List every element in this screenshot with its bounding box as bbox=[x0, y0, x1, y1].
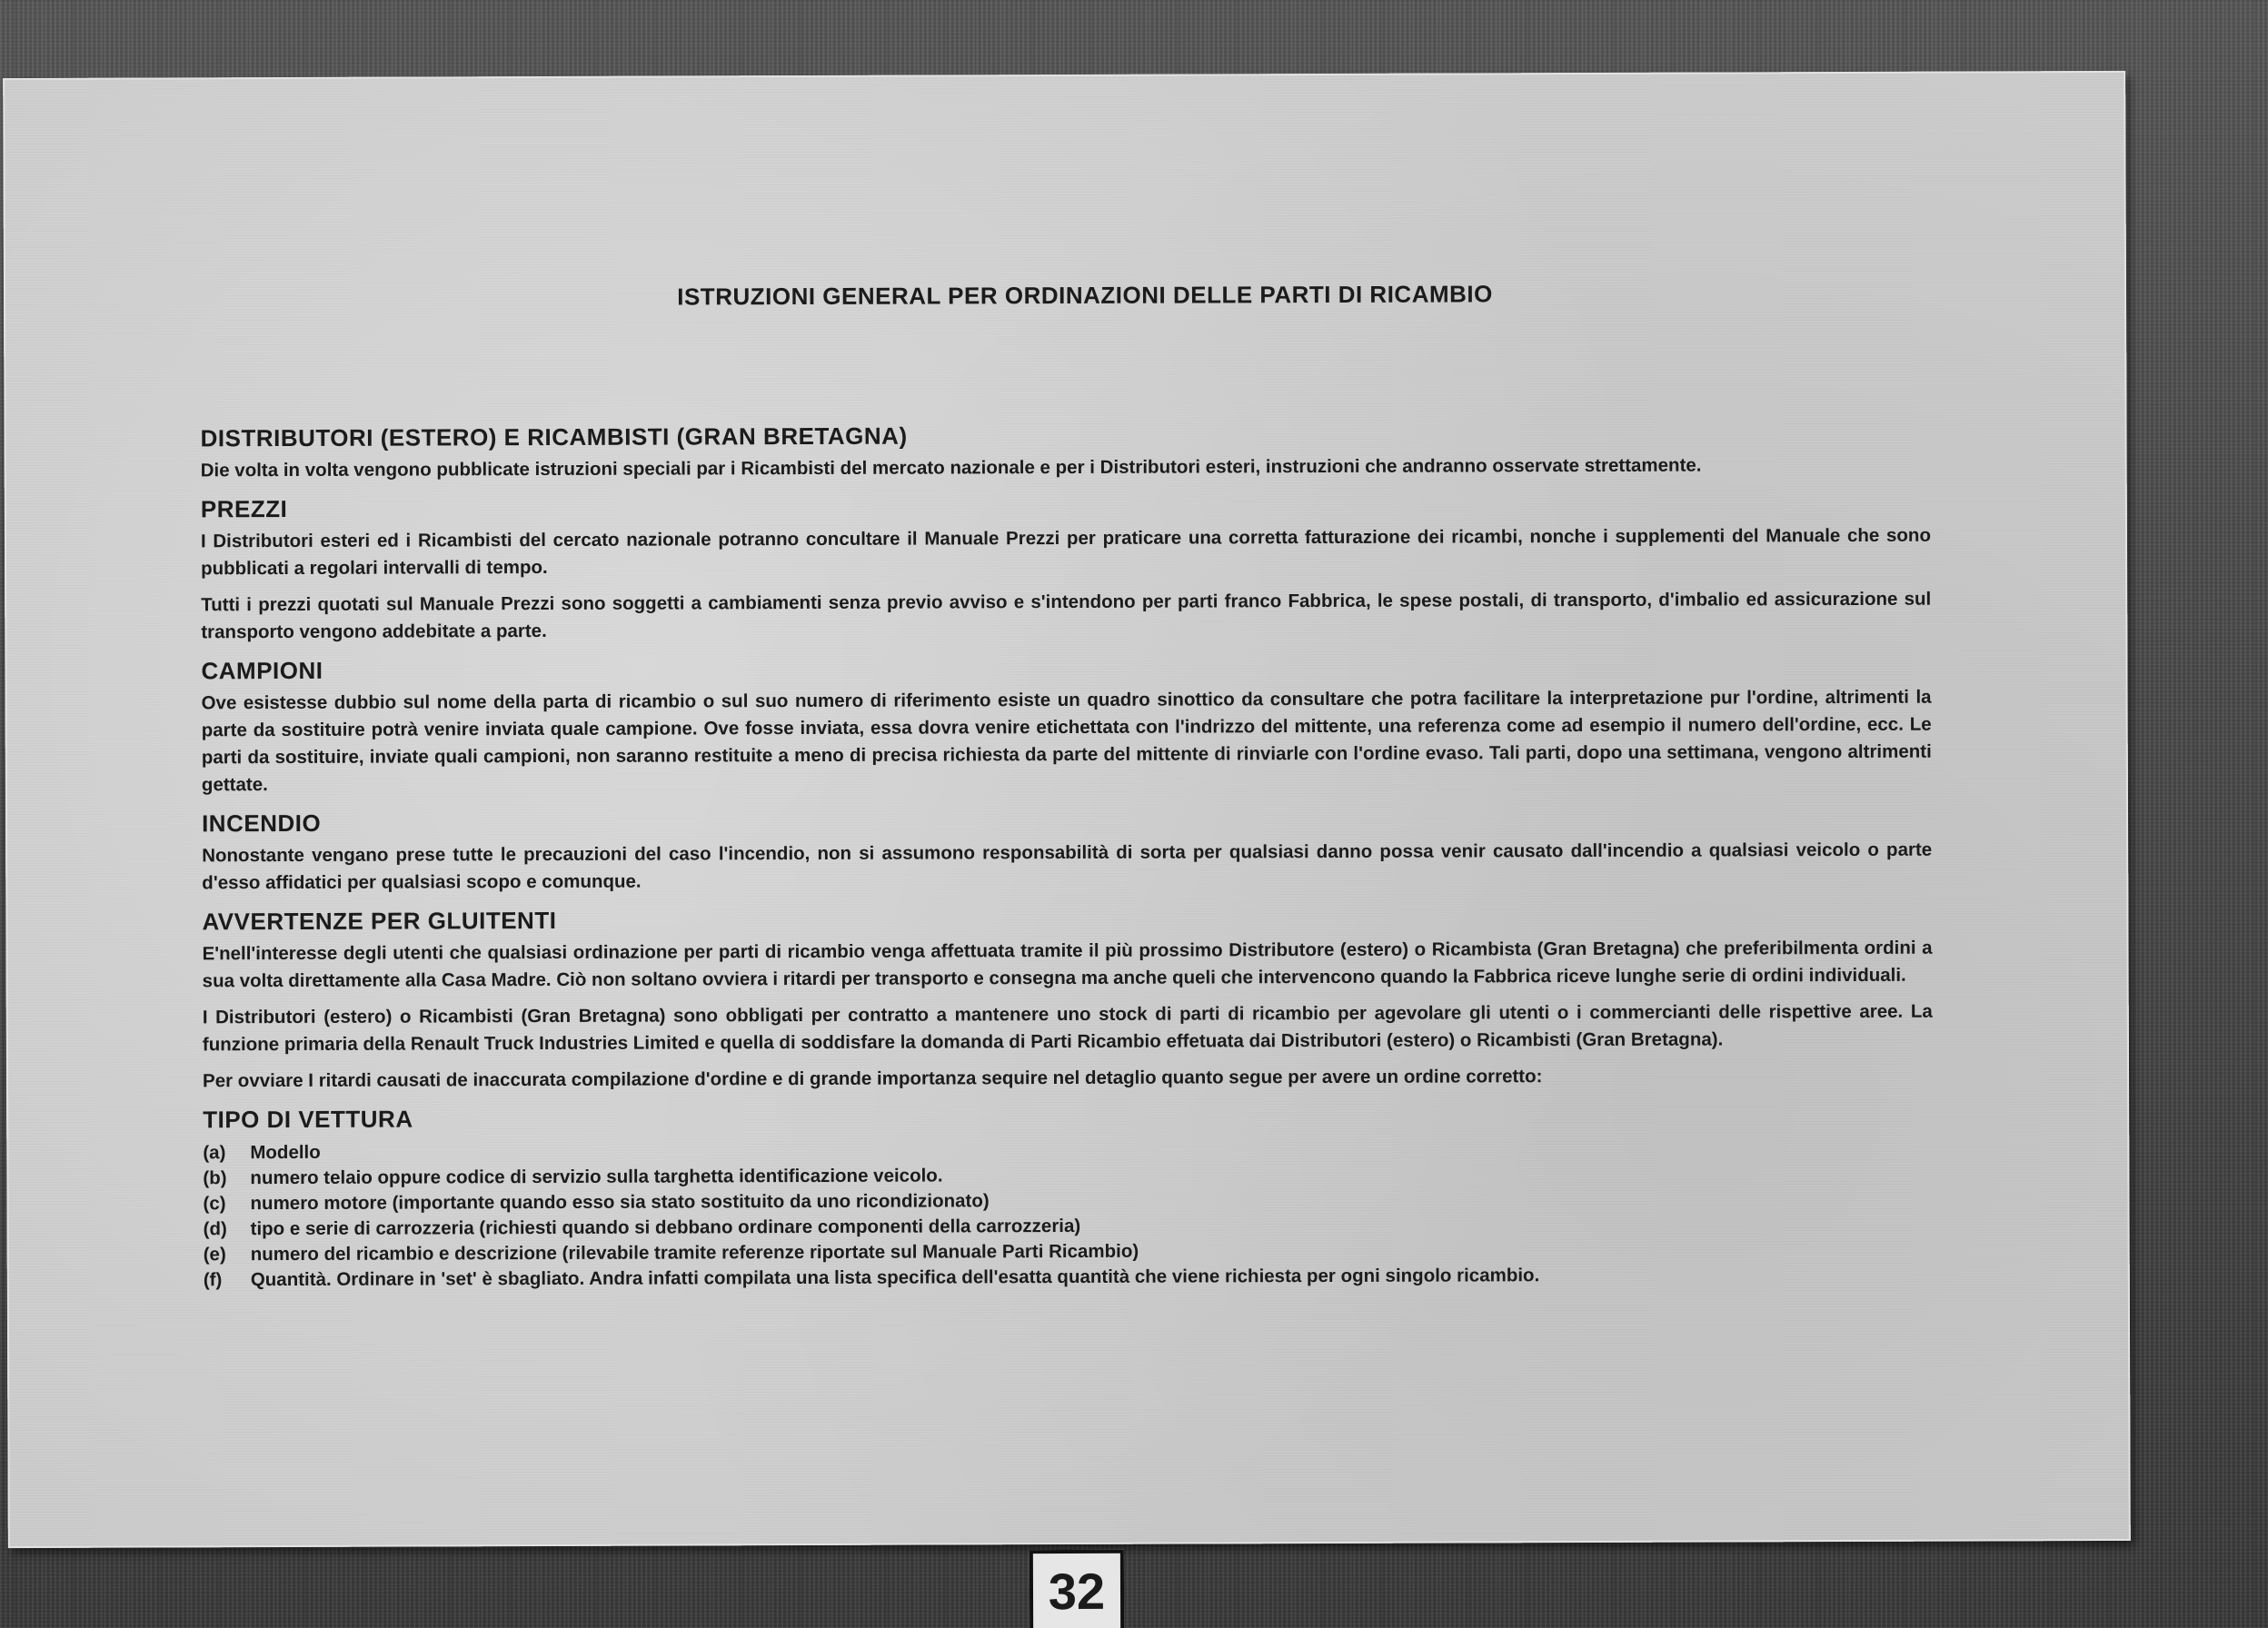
paragraph: Tutti i prezzi quotati sul Manuale Prezzi sono soggetti a cambiamenti senza previo avviso e s'intendono per parti franco Fabbrica, le spese postali, di transporto, d'imbalio ed assicurazione sul transporto vengono addebitate a parte. bbox=[201, 588, 1932, 643]
section-heading-tipo-vettura: TIPO DI VETTURA bbox=[203, 1105, 413, 1134]
list-item bbox=[204, 1262, 1934, 1294]
paragraph: I Distributori esteri ed i Ricambisti del cercato nazionale potranno concultare il Manuale Prezzi per praticare una corretta fatturazione dei ricambi, nonche i supplementi del Manuale che sono pubblicati a regolari intervalli di tempo. bbox=[200, 524, 1931, 580]
vehicle-info-list bbox=[203, 1135, 1934, 1294]
list-marker: (a) bbox=[203, 1142, 226, 1164]
list-item-text: numero telaio oppure codice di servizio sulla targhetta identificazione veicolo. bbox=[250, 1165, 943, 1189]
list-item-text: numero motore (importante quando esso sia stato sostituito da uno ricondizionato) bbox=[250, 1190, 990, 1215]
list-item-text: Quantità. Ordinare in 'set' è sbagliato. Andra infatti compilata una lista specifica dell'esatta quantità che viene richiesta per ogni singolo ricambio. bbox=[250, 1265, 1540, 1291]
paragraph: Nonostante vengano prese tutte le precauzioni del caso l'incendio, non si assumono responsabilità di sorta per qualsiasi danno possa venir causato dall'incendio a qualsiasi veicolo o parte d'esso affidatici per qualsiasi scopo e comunque. bbox=[202, 839, 1933, 894]
document-body bbox=[200, 410, 1933, 1294]
page-number: 32 bbox=[1030, 1550, 1124, 1628]
list-item-text: tipo e serie di carrozzeria (richiesti quando si debbano ordinare componenti della carrozzeria) bbox=[250, 1215, 1081, 1240]
section-heading-incendio: INCENDIO bbox=[201, 809, 322, 838]
section-heading-campioni: CAMPIONI bbox=[201, 656, 323, 685]
section-heading-prezzi: PREZZI bbox=[200, 494, 288, 523]
list-item-text: numero del ricambio e descrizione (rilevabile tramite referenze riportate sul Manuale Parti Ricambio) bbox=[250, 1240, 1139, 1266]
paragraph: I Distributori (estero) o Ricambisti (Gran Bretagna) sono obbligati per contratto a mantenere uno stock di parti di ricambio per agevolare gli utenti o i commercianti delle rispettive aree. La funzione primaria della Renault Truck Industries Limited e quella di soddisfare la domanda di Parti Ricambio effetuata dai Distributori (estero) o Ricambisti (Gran Bretagna). bbox=[202, 1000, 1933, 1056]
document-page bbox=[3, 71, 2131, 1621]
section-heading-distributori: DISTRIBUTORI (ESTERO) E RICAMBISTI (GRAN BRETAGNA) bbox=[200, 422, 908, 452]
list-marker: (d) bbox=[203, 1218, 227, 1240]
list-marker: (e) bbox=[203, 1244, 226, 1266]
list-marker: (f) bbox=[203, 1269, 223, 1291]
list-marker: (b) bbox=[203, 1167, 227, 1189]
section-heading-avvertenze: AVVERTENZE PER GLUITENTI bbox=[202, 906, 557, 936]
paragraph: Ove esistesse dubbio sul nome della parta di ricambio o sul suo numero di riferimento esiste un quadro sinottico da consultare che potra facilitare la interpretazione pur l'ordine, altrimenti la parte da sostituire potrà venire inviata quale campione. Ove fosse inviata, essa dovra venire etichettata con l'indrizzo del mittente, una referenza come ad esempio il numero dell'ordine, ecc. Le parti da sostituire, inviate quali campioni, non saranno restituite a meno di precisa richiesta da parte del mittente di rinviarle con l'ordine evaso. Tali parti, dopo una settimana, vengono altrimenti gettate. bbox=[201, 686, 1932, 796]
list-marker: (c) bbox=[203, 1193, 226, 1215]
paragraph: Per ovviare I ritardi causati de inaccurata compilazione d'ordine e di grande importanza sequire nel detaglio quanto segue per avere un ordine corretto: bbox=[202, 1066, 1543, 1092]
paragraph: Die volta in volta vengono pubblicate istruzioni speciali par i Ricambisti del mercato nazionale e per i Distributori esteri, instruzioni che andranno osservate strettamente. bbox=[200, 454, 1702, 481]
document-title: ISTRUZIONI GENERAL PER ORDINAZIONI DELLE PARTI DI RICAMBIO bbox=[677, 280, 1493, 311]
list-item-text: Modello bbox=[250, 1141, 321, 1164]
paragraph: E'nell'interesse degli utenti che qualsiasi ordinazione per parti di ricambio venga affettuata tramite il più prossimo Distributore (estero) o Ricambista (Gran Bretagna) che preferibilmenta ordini a sua volta direttamente alla Casa Madre. Ciò non soltano ovviera i ritardi per transporto e consegna ma anche queli che intervencono quando la Fabbrica riceve lunghe serie di ordini individuali. bbox=[202, 937, 1933, 992]
